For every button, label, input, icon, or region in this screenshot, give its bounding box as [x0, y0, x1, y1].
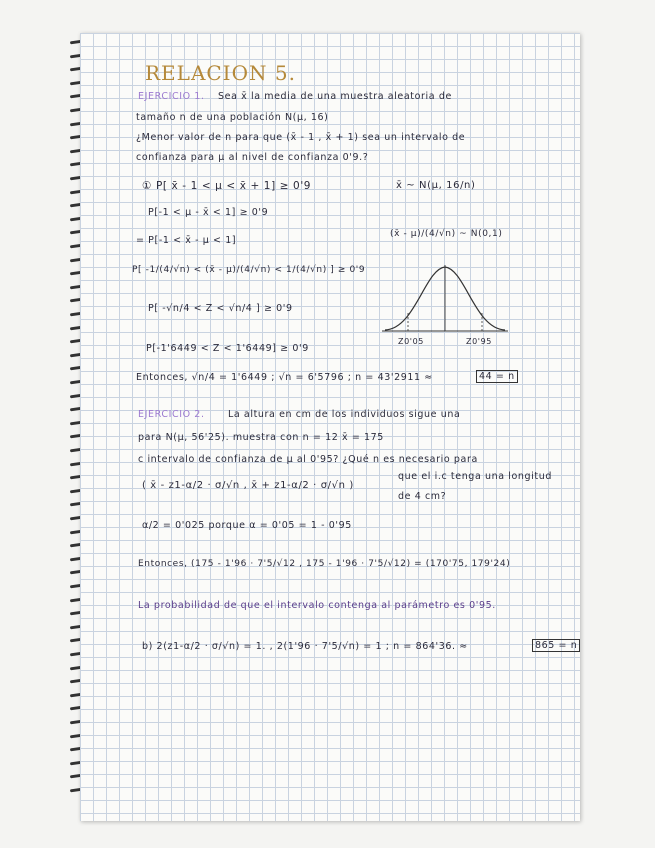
ex1-line-3: ¿Menor valor de n para que (x̄ - 1 , x̄ + 1) sea un intervalo de — [136, 132, 466, 143]
ex2-formula: ( x̄ - z1-α/2 · σ/√n , x̄ + z1-α/2 · σ/√n ) — [142, 480, 354, 491]
ex2-line-4: que el i.c tenga una longitud — [398, 471, 552, 482]
ex1-step-1: ① P[ x̄ - 1 < μ < x̄ + 1] ≥ 0'9 — [142, 180, 312, 192]
ex1-side-2: (x̄ - μ)/(4/√n) ~ N(0,1) — [390, 229, 503, 239]
ex1-step-6: P[-1'6449 < Z < 1'6449] ≥ 0'9 — [146, 343, 309, 354]
ex2-line-2: para N(μ, 56'25). muestra con n = 12 x̄ = 175 — [138, 432, 384, 443]
ex2-part-b: b) 2(z1-α/2 · σ/√n) = 1. , 2(1'96 · 7'5/√n) = 1 ; n = 864'36. ≈ — [142, 641, 468, 652]
ex2-line-3: c intervalo de confianza de μ al 0'95? ¿Qué n es necesario para — [138, 454, 478, 465]
page-title: RELACION 5. — [145, 61, 296, 85]
ex1-line-4: confianza para μ al nivel de confianza 0'9.? — [136, 152, 369, 163]
ex2-line-5: de 4 cm? — [398, 491, 447, 502]
ex1-line-1: Sea x̄ la media de una muestra aleatoria de — [218, 91, 452, 102]
ex1-conclusion: Entonces, √n/4 = 1'6449 ; √n = 6'5796 ; n = 43'2911 ≈ — [136, 372, 433, 383]
ex2-prob: La probabilidad de que el intervalo contenga al parámetro es 0'95. — [138, 600, 496, 611]
ex1-line-2: tamaño n de una población N(μ, 16) — [136, 112, 329, 123]
ex1-side-1: x̄ ~ N(μ, 16/n) — [396, 180, 476, 191]
ex1-step-2: P[-1 < μ - x̄ < 1] ≥ 0'9 — [148, 207, 269, 218]
ex1-answer: 44 = n — [476, 370, 518, 383]
ex1-heading: EJERCICIO 1. — [138, 91, 205, 102]
ex1-step-5: P[ -√n/4 < Z < √n/4 ] ≥ 0'9 — [148, 303, 293, 314]
ex2-result: Entonces, (175 - 1'96 · 7'5/√12 , 175 - 1'96 · 7'5/√12) = (170'75, 179'24) — [138, 559, 511, 569]
ex2-line-1: La altura en cm de los individuos sigue una — [228, 409, 461, 420]
curve-label-right: Z0'95 — [466, 337, 492, 346]
notebook-page — [80, 33, 580, 821]
curve-label-left: Z0'05 — [398, 337, 424, 346]
ex2-alpha: α/2 = 0'025 porque α = 0'05 = 1 - 0'95 — [142, 520, 352, 531]
ex1-step-4: P[ -1/(4/√n) < (x̄ - μ)/(4/√n) < 1/(4/√n) ] ≥ 0'9 — [132, 265, 366, 275]
ex2-heading: EJERCICIO 2. — [138, 409, 205, 420]
ex1-step-3: = P[-1 < x̄ - μ < 1] — [136, 235, 237, 246]
ex2-answer: 865 = n — [532, 639, 580, 652]
normal-curve-diagram — [380, 261, 510, 341]
